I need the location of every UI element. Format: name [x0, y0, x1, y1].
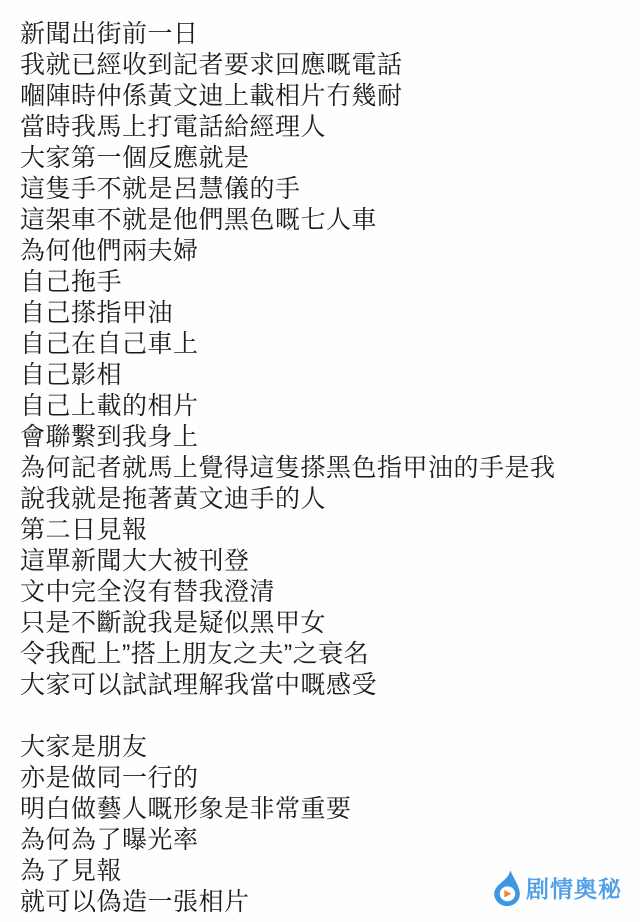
- text-line: 自己拖手: [20, 268, 123, 296]
- text-line: 大家第一個反應就是: [20, 144, 250, 172]
- text-line: 這隻手不就是呂慧儀的手: [20, 175, 301, 203]
- text-line: 自己在自己車上: [20, 330, 199, 358]
- watermark-label: 剧情奥秘: [526, 876, 622, 902]
- text-line: 自己上載的相片: [20, 392, 199, 420]
- text-line: 大家是朋友: [20, 733, 148, 761]
- post-text-block: [20, 19, 630, 918]
- text-line: 文中完全沒有替我澄清: [20, 578, 276, 606]
- play-triangle-icon: [504, 890, 511, 897]
- text-line: 這單新聞大大被刊登: [20, 547, 250, 575]
- text-line: 明白做藝人嘅形象是非常重要: [20, 795, 352, 823]
- text-line: 這架車不就是他們黑色嘅七人車: [20, 206, 378, 234]
- text-line: 自己搽指甲油: [20, 299, 174, 327]
- text-line: [20, 701, 630, 732]
- text-line: 亦是做同一行的: [20, 764, 199, 792]
- text-line: 為何記者就馬上覺得這隻搽黑色指甲油的手是我: [20, 454, 556, 482]
- text-line: 當時我馬上打電話給經理人: [20, 113, 327, 141]
- text-line: 就可以偽造一張相片: [20, 888, 250, 916]
- text-line: 只是不斷說我是疑似黑甲女: [20, 609, 327, 637]
- watermark: [491, 869, 622, 909]
- text-line: 新聞出街前一日: [20, 20, 199, 48]
- text-line: 自己影相: [20, 361, 123, 389]
- text-line: 嗰陣時仲係黃文迪上載相片冇幾耐: [20, 82, 403, 110]
- text-line: 第二日見報: [20, 516, 148, 544]
- text-line: 大家可以試試理解我當中嘅感受: [20, 671, 378, 699]
- text-line: 會聯繫到我身上: [20, 423, 199, 451]
- text-line: 我就已經收到記者要求回應嘅電話: [20, 51, 403, 79]
- text-line: 為了見報: [20, 857, 123, 885]
- text-line: 為何為了曝光率: [20, 826, 199, 854]
- text-line: 說我就是拖著黃文迪手的人: [20, 485, 327, 513]
- drop-play-logo-icon: [491, 869, 523, 909]
- text-line: 為何他們兩夫婦: [20, 237, 199, 265]
- text-line: 令我配上”搭上朋友之夫”之衰名: [20, 640, 370, 668]
